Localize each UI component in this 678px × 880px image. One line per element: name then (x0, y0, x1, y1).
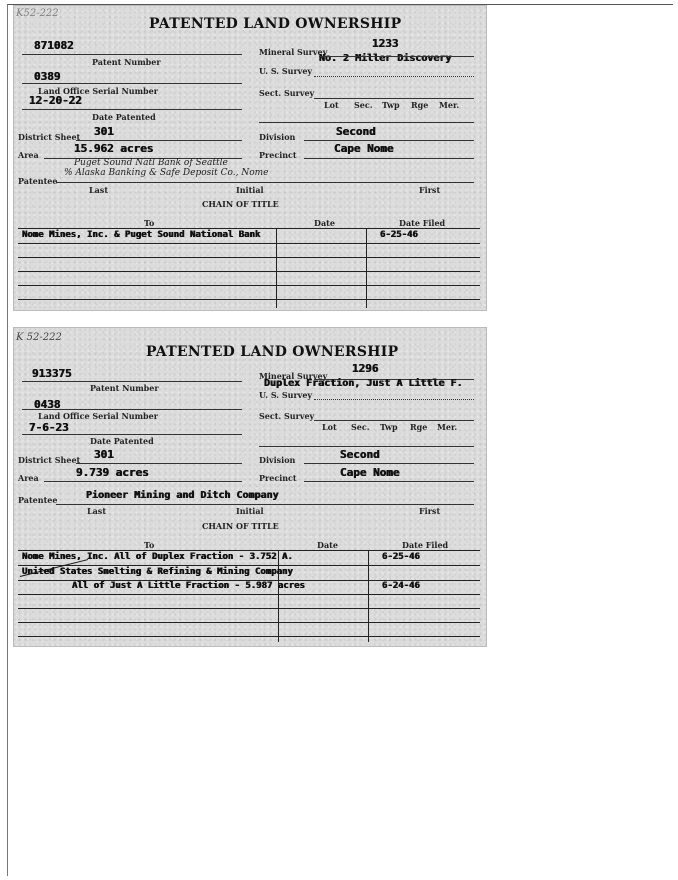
underline (314, 399, 474, 400)
card-title: PATENTED LAND OWNERSHIP (149, 16, 402, 32)
table-rule (18, 243, 480, 244)
mineral-survey-label: Mineral Survey (259, 371, 328, 381)
sec-label: Sec. (354, 100, 373, 110)
area-value: 9.739 acres (76, 466, 149, 479)
chain-row-1-to: Nome Mines, Inc. & Puget Sound National Bank (22, 230, 261, 240)
patentee-handwritten-line2: % Alaska Banking & Safe Deposit Co., Nome (64, 168, 269, 178)
chain-row-1-filed: 6-25-46 (380, 230, 418, 240)
division-label: Division (259, 132, 296, 142)
table-rule (18, 622, 480, 623)
district-sheet-label: District Sheet (18, 455, 81, 465)
underline (56, 504, 474, 505)
precinct-label: Precinct (259, 150, 297, 160)
table-rule (18, 550, 480, 551)
underline (304, 481, 474, 482)
table-rule (18, 257, 480, 258)
date-patented-label: Date Patented (92, 112, 156, 122)
table-rule (18, 299, 480, 300)
us-survey-label: U. S. Survey (259, 66, 313, 76)
underline (44, 481, 242, 482)
underline (259, 446, 474, 447)
table-column-divider (276, 228, 277, 308)
area-label: Area (18, 150, 39, 160)
underline (22, 434, 242, 435)
to-column-header: To (144, 540, 155, 550)
last-label: Last (89, 185, 109, 195)
underline (314, 420, 474, 421)
rge-label: Rge (411, 100, 429, 110)
corner-note: K52-222 (16, 8, 59, 19)
division-value: Second (340, 448, 380, 461)
table-rule (18, 636, 480, 637)
patent-number-label: Patent Number (92, 57, 161, 67)
underline (304, 463, 474, 464)
underline (22, 381, 242, 382)
underline (319, 56, 474, 57)
underline (76, 463, 242, 464)
patentee-label: Patentee (18, 176, 58, 186)
mineral-survey-name: No. 2 Miller Discovery (319, 53, 452, 64)
serial-number-value: 0438 (34, 398, 61, 411)
district-sheet-label: District Sheet (18, 132, 81, 142)
patentee-label: Patentee (18, 495, 58, 505)
underline (304, 158, 474, 159)
date-column-header: Date (317, 540, 338, 550)
sect-survey-label: Sect. Survey (259, 411, 315, 421)
chain-row-2-to: United States Smelting & Refining & Mining Company (22, 567, 293, 577)
date-patented-value: 7-6-23 (29, 421, 69, 434)
twp-label: Twp (382, 100, 400, 110)
last-label: Last (87, 506, 107, 516)
initial-label: Initial (236, 506, 264, 516)
area-value: 15.962 acres (74, 142, 154, 155)
card-title: PATENTED LAND OWNERSHIP (146, 344, 399, 360)
underline (314, 98, 474, 99)
table-column-divider (366, 228, 367, 308)
patent-number-value: 871082 (34, 39, 74, 52)
precinct-value: Cape Nome (340, 466, 400, 479)
patent-number-value: 913375 (32, 367, 72, 380)
underline (259, 122, 474, 123)
lot-label: Lot (324, 100, 339, 110)
underline (314, 76, 474, 77)
mer-label: Mer. (439, 100, 460, 110)
chain-of-title-heading: CHAIN OF TITLE (202, 199, 279, 209)
serial-number-value: 0389 (34, 70, 61, 83)
underline (76, 140, 242, 141)
date-filed-column-header: Date Filed (399, 218, 446, 228)
mineral-survey-label: Mineral Survey (259, 47, 328, 57)
district-sheet-value: 301 (94, 125, 114, 138)
table-column-divider (368, 550, 369, 642)
rge-label: Rge (410, 422, 428, 432)
mer-label: Mer. (437, 422, 458, 432)
us-survey-label: U. S. Survey (259, 390, 313, 400)
land-ownership-card-1 (13, 5, 487, 311)
precinct-label: Precinct (259, 473, 297, 483)
initial-label: Initial (236, 185, 264, 195)
division-label: Division (259, 455, 296, 465)
mineral-survey-name: Duplex Fraction, Just A Little F. (264, 378, 463, 389)
serial-number-label: Land Office Serial Number (38, 86, 158, 96)
division-value: Second (336, 125, 376, 138)
date-filed-column-header: Date Filed (402, 540, 449, 550)
table-rule (18, 285, 480, 286)
mineral-survey-value: 1233 (372, 37, 399, 50)
chain-row-3-to: All of Just A Little Fraction - 5.987 acres (72, 581, 305, 591)
district-sheet-value: 301 (94, 448, 114, 461)
table-rule (18, 608, 480, 609)
chain-row-1-filed: 6-25-46 (382, 552, 420, 562)
mineral-survey-value: 1296 (352, 362, 379, 375)
patentee-value: Pioneer Mining and Ditch Company (86, 490, 279, 501)
underline (22, 83, 242, 84)
chain-row-1-to: Nome Mines, Inc. All of Duplex Fraction - 3.752 A. (22, 552, 293, 562)
area-label: Area (18, 473, 39, 483)
table-rule (18, 594, 480, 595)
patentee-handwritten-line1: Puget Sound Natl Bank of Seattle (74, 158, 228, 168)
first-label: First (419, 185, 441, 195)
table-column-divider (278, 550, 279, 642)
precinct-value: Cape Nome (334, 142, 394, 155)
corner-note: K 52-222 (16, 332, 62, 343)
table-rule (18, 271, 480, 272)
land-ownership-card-2 (13, 327, 487, 647)
underline (56, 182, 474, 183)
first-label: First (419, 506, 441, 516)
underline (22, 109, 242, 110)
sect-survey-label: Sect. Survey (259, 88, 315, 98)
chain-row-3-filed: 6-24-46 (382, 581, 420, 591)
underline (22, 409, 242, 410)
date-patented-value: 12-20-22 (29, 94, 82, 107)
to-column-header: To (144, 218, 155, 228)
sec-label: Sec. (351, 422, 370, 432)
twp-label: Twp (380, 422, 398, 432)
table-rule (18, 565, 480, 566)
date-column-header: Date (314, 218, 335, 228)
table-rule (18, 228, 480, 229)
date-patented-label: Date Patented (90, 436, 154, 446)
underline (304, 140, 474, 141)
serial-number-label: Land Office Serial Number (38, 411, 158, 421)
lot-label: Lot (322, 422, 337, 432)
chain-of-title-heading: CHAIN OF TITLE (202, 521, 279, 531)
underline (22, 54, 242, 55)
patent-number-label: Patent Number (90, 383, 159, 393)
